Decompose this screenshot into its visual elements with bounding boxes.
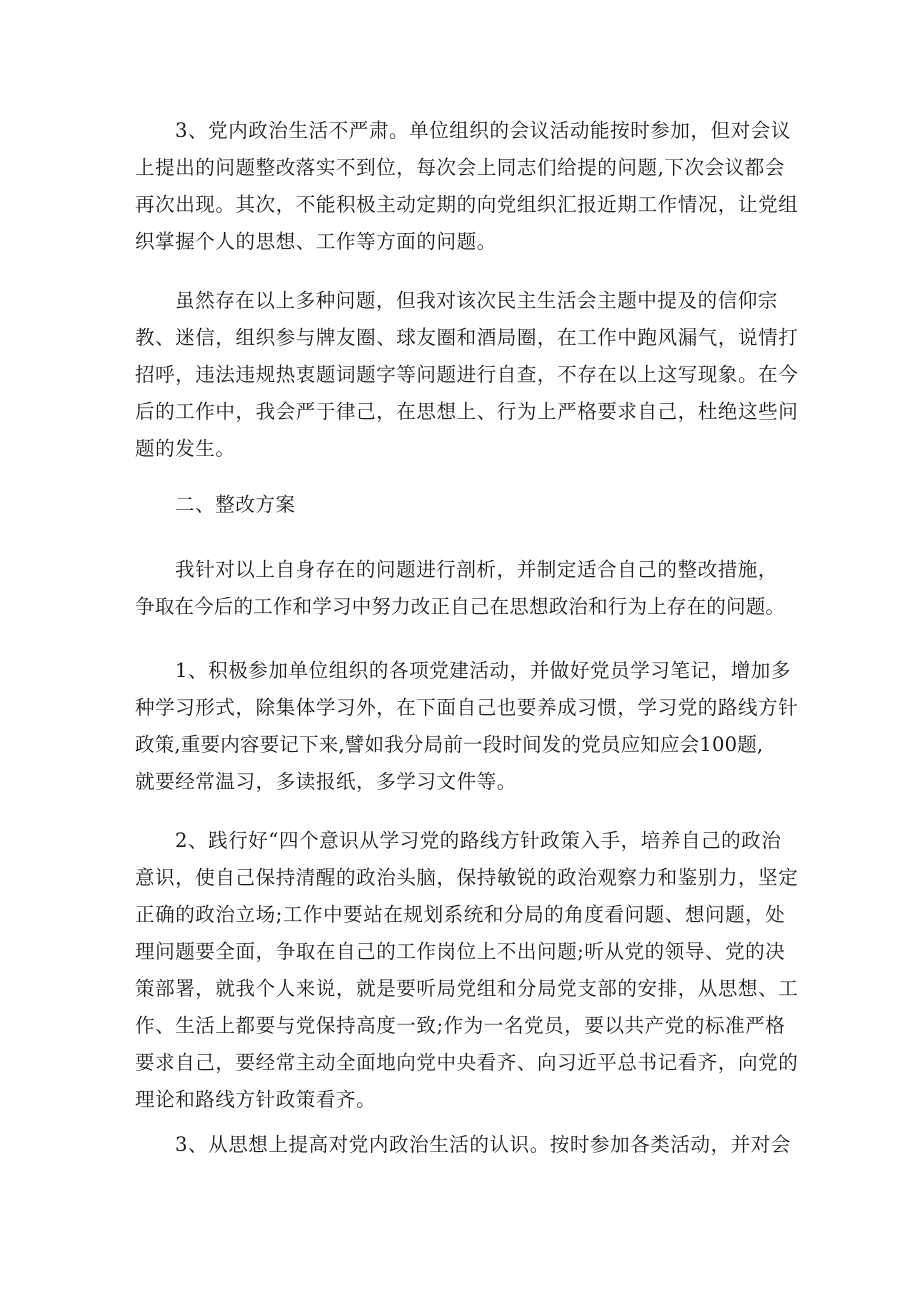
text-line: 理问题要全面，争取在自己的工作岗位上不出问题;听从党的领导、党的决 — [135, 940, 786, 963]
text-line: 正确的政治立场;工作中要站在规划系统和分局的角度看问题、想问题，处 — [135, 903, 786, 926]
paragraph-self-check — [135, 282, 799, 467]
section-heading-rectification-plan — [135, 486, 790, 523]
text-line: 上提出的问题整改落实不到位，每次会上同志们给提的问题,下次会议都会 — [135, 156, 785, 179]
text-line: 我针对以上自身存在的问题进行剖析，并制定适合自己的整改措施， — [175, 558, 779, 581]
text-line: 2、践行好“四个意识从学习党的路线方针政策入手，培养自己的政治 — [175, 829, 782, 852]
section-heading: 二、整改方案 — [175, 493, 296, 516]
paragraph-measure-2 — [135, 822, 799, 1118]
text-line: 招呼，违法违规热衷题词题字等问题进行自查，不存在以上这写现象。在今 — [135, 363, 799, 386]
text-line: 意识，使自己保持清醒的政治头脑，保持敏锐的政治观察力和鉴别力，坚定 — [135, 866, 799, 889]
text-line: 虽然存在以上多种问题，但我对该次民主生活会主题中提及的信仰宗 — [175, 289, 779, 312]
text-line: 3、党内政治生活不严肃。单位组织的会议活动能按时参加，但对会议 — [175, 119, 792, 142]
text-line: 教、迷信，组织参与牌友圈、球友圈和酒局圈，在工作中跑风漏气，说情打 — [135, 326, 799, 349]
text-line: 作、生活上都要与党保持高度一致;作为一名党员，要以共产党的标准严格 — [135, 1014, 786, 1037]
text-line: 策部署，就我个人来说，就是要听局党组和分局党支部的安排，从思想、工 — [135, 977, 799, 1000]
text-line: 要求自己，要经常主动全面地向党中央看齐、向习近平总书记看齐，向党的 — [135, 1051, 799, 1074]
text-line: 种学习形式，除集体学习外，在下面自己也要养成习惯，学习党的路线方针 — [135, 696, 799, 719]
text-line: 就要经常温习，多读报纸，多学习文件等。 — [135, 770, 517, 793]
paragraph-party-life-issue — [135, 112, 799, 260]
text-line: 题的发生。 — [135, 437, 236, 460]
paragraph-measure-1 — [135, 652, 799, 800]
paragraph-measure-3 — [135, 1126, 790, 1163]
text-line: 织掌握个人的思想、工作等方面的问题。 — [135, 230, 497, 253]
text-line: 后的工作中，我会严于律己，在思想上、行为上严格要求自己，杜绝这些问 — [135, 400, 799, 423]
text-line: 再次出现。其次，不能积极主动定期的向党组织汇报近期工作情况，让党组 — [135, 193, 799, 216]
paragraph-plan-intro — [135, 551, 790, 625]
text-line: 争取在今后的工作和学习中努力改正自己在思想政治和行为上存在的问题。 — [135, 595, 786, 618]
text-line: 政策,重要内容要记下来,譬如我分局前一段时间发的党员应知应会100题, — [135, 733, 764, 756]
text-line: 1、积极参加单位组织的各项党建活动，并做好党员学习笔记，增加多 — [175, 659, 792, 682]
text-line: 理论和路线方针政策看齐。 — [135, 1088, 377, 1111]
text-line: 3、从思想上提高对党内政治生活的认识。按时参加各类活动，并对会 — [175, 1133, 792, 1156]
